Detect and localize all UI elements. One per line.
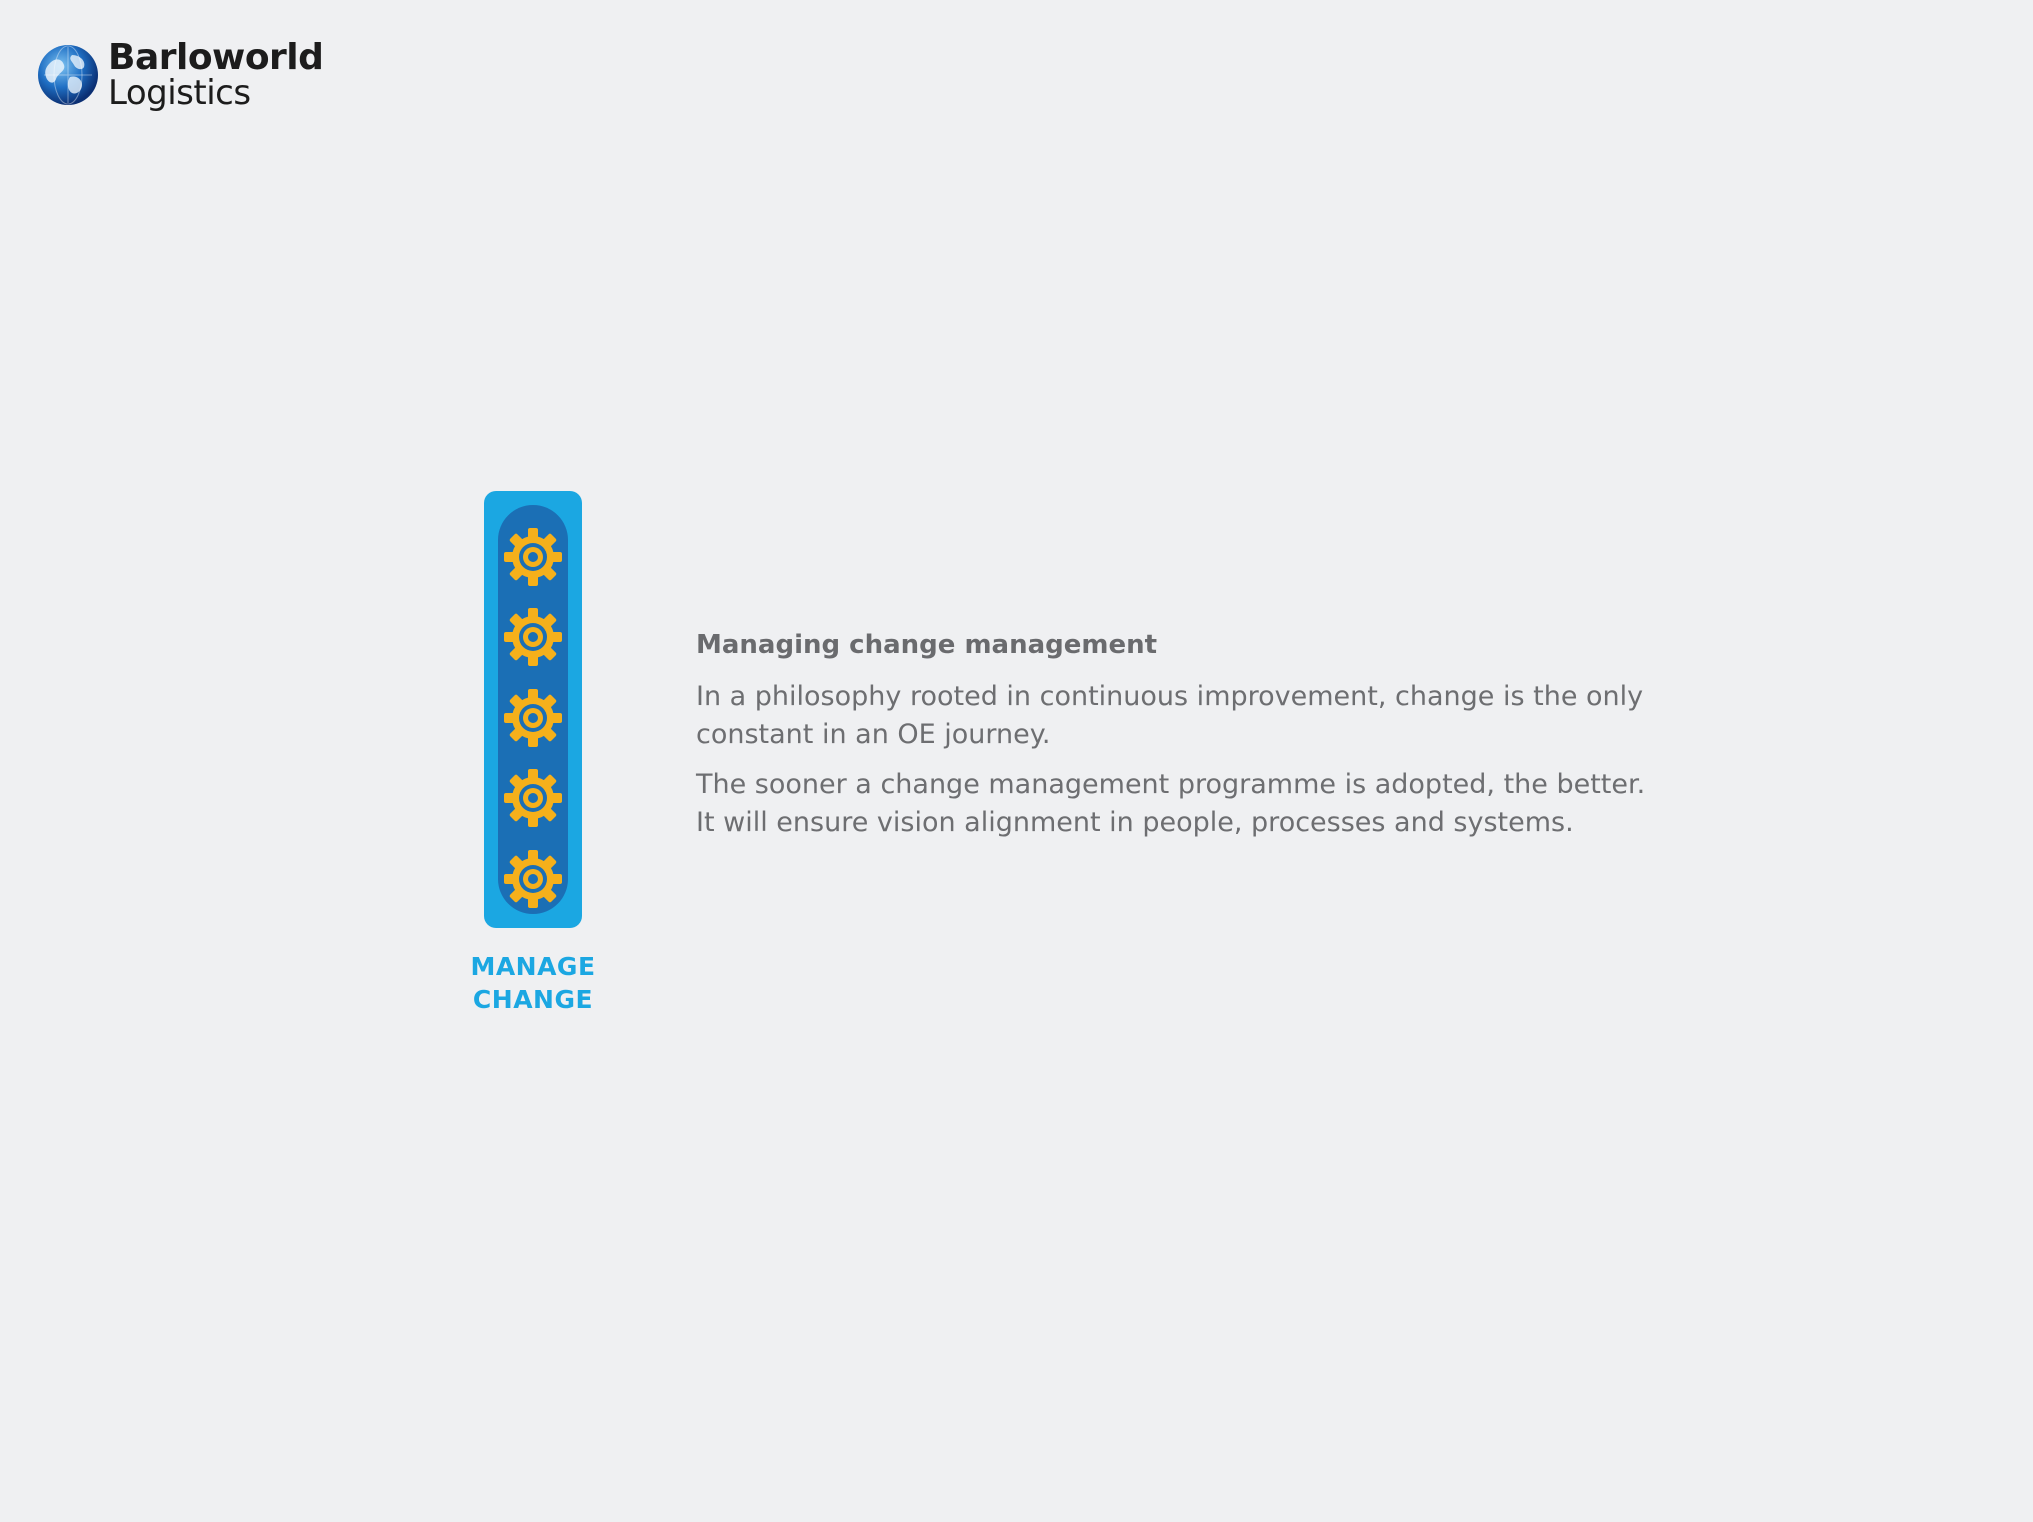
caption-line1: MANAGE: [470, 952, 596, 981]
gear-icon: [503, 688, 563, 748]
gear-icon: [503, 768, 563, 828]
section-heading: Managing change management: [696, 630, 1158, 660]
logo-wordmark-line2: Logistics: [108, 73, 251, 113]
gear-track: [498, 505, 568, 914]
manage-change-caption: [446, 950, 620, 1016]
gear-icon: [503, 607, 563, 667]
manage-change-graphic: [484, 491, 582, 928]
paragraph-1: In a philosophy rooted in continuous improvement, change is the only constant in an OE journey.: [696, 681, 1644, 750]
content-block: [696, 626, 1656, 854]
globe-icon: [36, 43, 100, 107]
barloworld-logo: [36, 37, 324, 113]
caption-line2: CHANGE: [472, 985, 594, 1014]
paragraph-2: The sooner a change management programme is adopted, the better. It will ensure vision alignment in people, processes and systems.: [696, 769, 1646, 838]
logo-wordmark-line1: Barloworld: [108, 37, 324, 78]
gear-icon: [503, 849, 563, 909]
gear-icon: [503, 527, 563, 587]
